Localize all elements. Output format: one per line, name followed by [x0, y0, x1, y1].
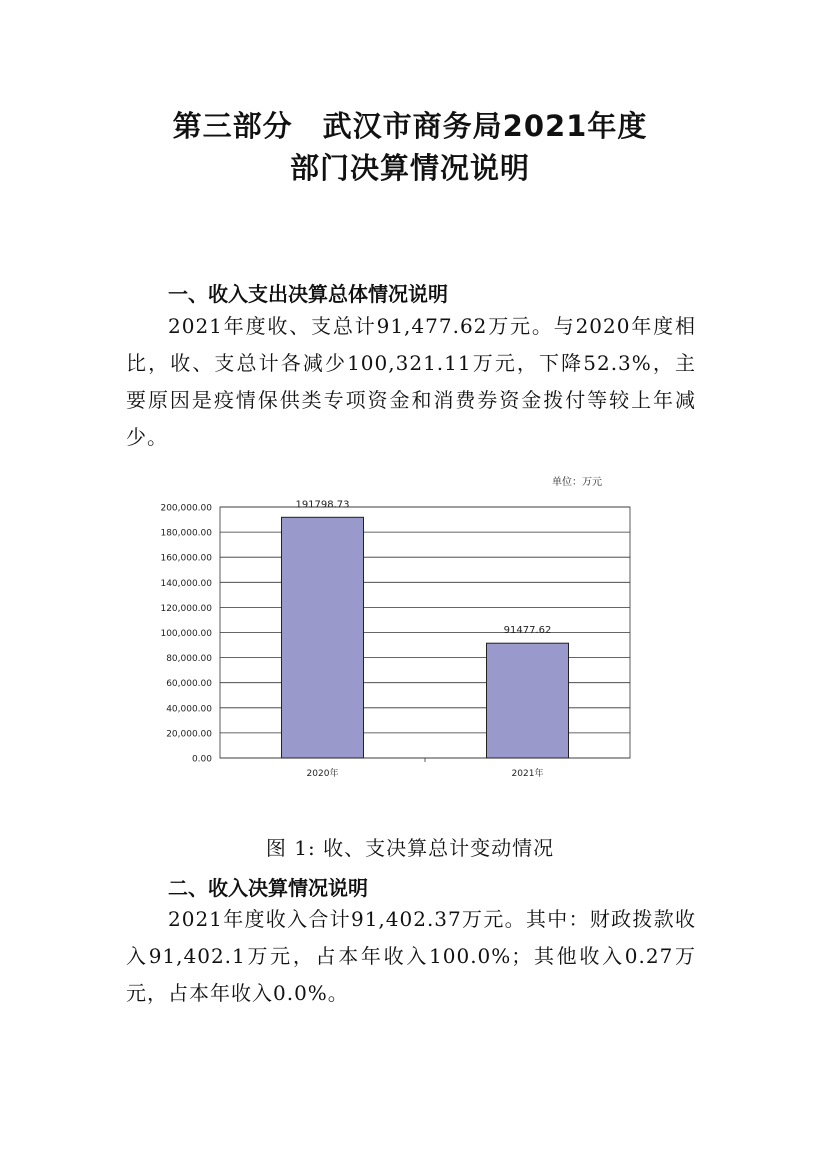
y-tick-label: 120,000.00	[160, 603, 212, 614]
y-tick-label: 200,000.00	[160, 503, 212, 514]
chart-caption: 图 1: 收、支决算总计变动情况	[265, 836, 555, 860]
section2-paragraph: 2021年度收入合计91,402.37万元。其中：财政拨款收入91,402.1万元，占本年收入100.0%；其他收入0.27万元，占本年收入0.0%。	[126, 907, 696, 1005]
x-tick-label: 2021年	[511, 769, 544, 779]
bar-value-label: 191798.73	[295, 499, 350, 511]
y-tick-label: 20,000.00	[166, 729, 212, 740]
y-tick-label: 80,000.00	[166, 654, 212, 665]
section1-paragraph: 2021年度收、支总计91,477.62万元。与2020年度相比，收、支总计各减少100,321.11万元，下降52.3%，主要原因是疫情保供类专项资金和消费券资金拨付等较上年减少。	[126, 314, 696, 449]
x-tick-label: 2020年	[306, 769, 339, 779]
y-tick-label: 40,000.00	[166, 704, 212, 715]
bar	[487, 643, 569, 758]
section1-heading: 一、收入支出决算总体情况说明	[168, 282, 448, 306]
section2-heading: 二、收入决算情况说明	[168, 876, 368, 900]
y-tick-label: 140,000.00	[160, 578, 212, 589]
y-tick-label: 100,000.00	[160, 629, 212, 639]
y-tick-label: 160,000.00	[160, 553, 212, 564]
document-title-line2: 部门决算情况说明	[289, 151, 530, 185]
y-tick-label: 60,000.00	[166, 679, 212, 690]
bar	[282, 517, 364, 758]
y-tick-label: 180,000.00	[160, 528, 212, 539]
bar-value-label: 91477.62	[503, 625, 552, 637]
chart-unit-label: 单位：万元	[552, 477, 602, 488]
y-tick-label: 0.00	[191, 754, 212, 765]
document-title-line1: 第三部分 武汉市商务局2021年度	[172, 109, 648, 143]
revenue-expenditure-chart	[150, 465, 640, 795]
